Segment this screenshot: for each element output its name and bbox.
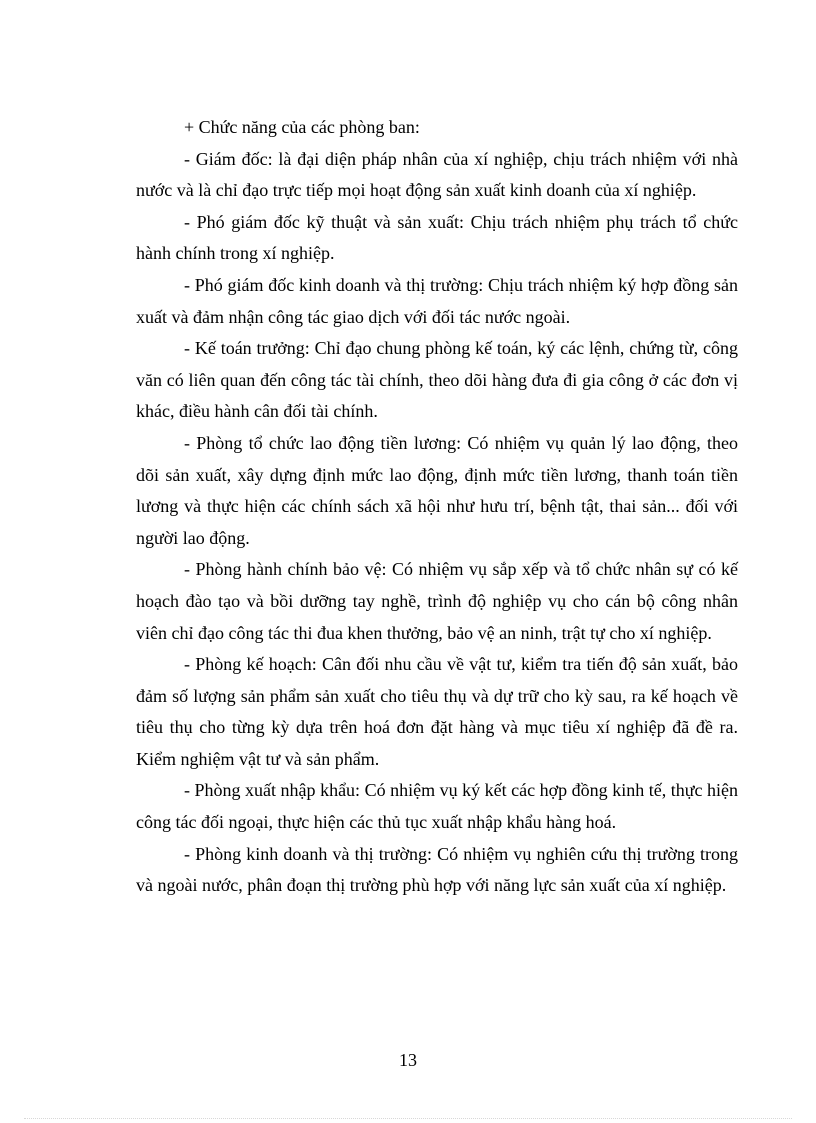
paragraph-planning: - Phòng kế hoạch: Cân đối nhu cầu về vật tư, kiểm tra tiến độ sản xuất, bảo đảm số lượng sản phẩm sản xuất cho tiêu thụ và dự trữ cho kỳ sau, ra kế hoạch về tiêu thụ cho từng kỳ dựa trên hoá đơn đặt hàng và mục tiêu xí nghiệp đã đề ra. Kiểm nghiệm vật tư và sản phẩm. [136,654,738,769]
paragraph-chief-accountant: - Kế toán trưởng: Chỉ đạo chung phòng kế toán, ký các lệnh, chứng từ, công văn có liên quan đến công tác tài chính, theo dõi hàng đưa đi gia công ở các đơn vị khác, điều hành cân đối tài chính. [136,338,738,422]
paragraph-deputy-technical: - Phó giám đốc kỹ thuật và sản xuất: Chịu trách nhiệm phụ trách tổ chức hành chính trong xí nghiệp. [136,211,738,264]
paragraph-deputy-business: - Phó giám đốc kinh doanh và thị trường: Chịu trách nhiệm ký hợp đồng sản xuất và đảm nhận công tác giao dịch với đối tác nước ngoài. [136,274,738,327]
paragraph-director: - Giám đốc: là đại diện pháp nhân của xí nghiệp, chịu trách nhiệm với nhà nước và là chỉ đạo trực tiếp mọi hoạt động sản xuất kinh doanh của xí nghiệp. [136,148,738,201]
document-body [136,112,738,902]
paragraph-import-export: - Phòng xuất nhập khẩu: Có nhiệm vụ ký kết các hợp đồng kinh tế, thực hiện công tác đối ngoại, thực hiện các thủ tục xuất nhập khẩu hàng hoá. [136,780,738,833]
paragraph-business-market: - Phòng kinh doanh và thị trường: Có nhiệm vụ nghiên cứu thị trường trong và ngoài nước, phân đoạn thị trường phù hợp với năng lực sản xuất của xí nghiệp. [136,843,738,896]
paragraph-labor-salary: - Phòng tổ chức lao động tiền lương: Có nhiệm vụ quản lý lao động, theo dõi sản xuất, xây dựng định mức lao động, định mức tiền lương, thanh toán tiền lương và thực hiện các chính sách xã hội như hưu trí, bệnh tật, thai sản... đối với người lao động. [136,432,738,548]
section-heading: + Chức năng của các phòng ban: [184,117,420,137]
paragraph-admin-security: - Phòng hành chính bảo vệ: Có nhiệm vụ sắp xếp và tổ chức nhân sự có kế hoạch đào tạo và bồi dưỡng tay nghề, trình độ nghiệp vụ cho cán bộ công nhân viên chỉ đạo công tác thi đua khen thưởng, bảo vệ an ninh, trật tự cho xí nghiệp. [136,559,738,643]
footer-divider [24,1118,792,1119]
page-number: 13 [399,1050,417,1070]
